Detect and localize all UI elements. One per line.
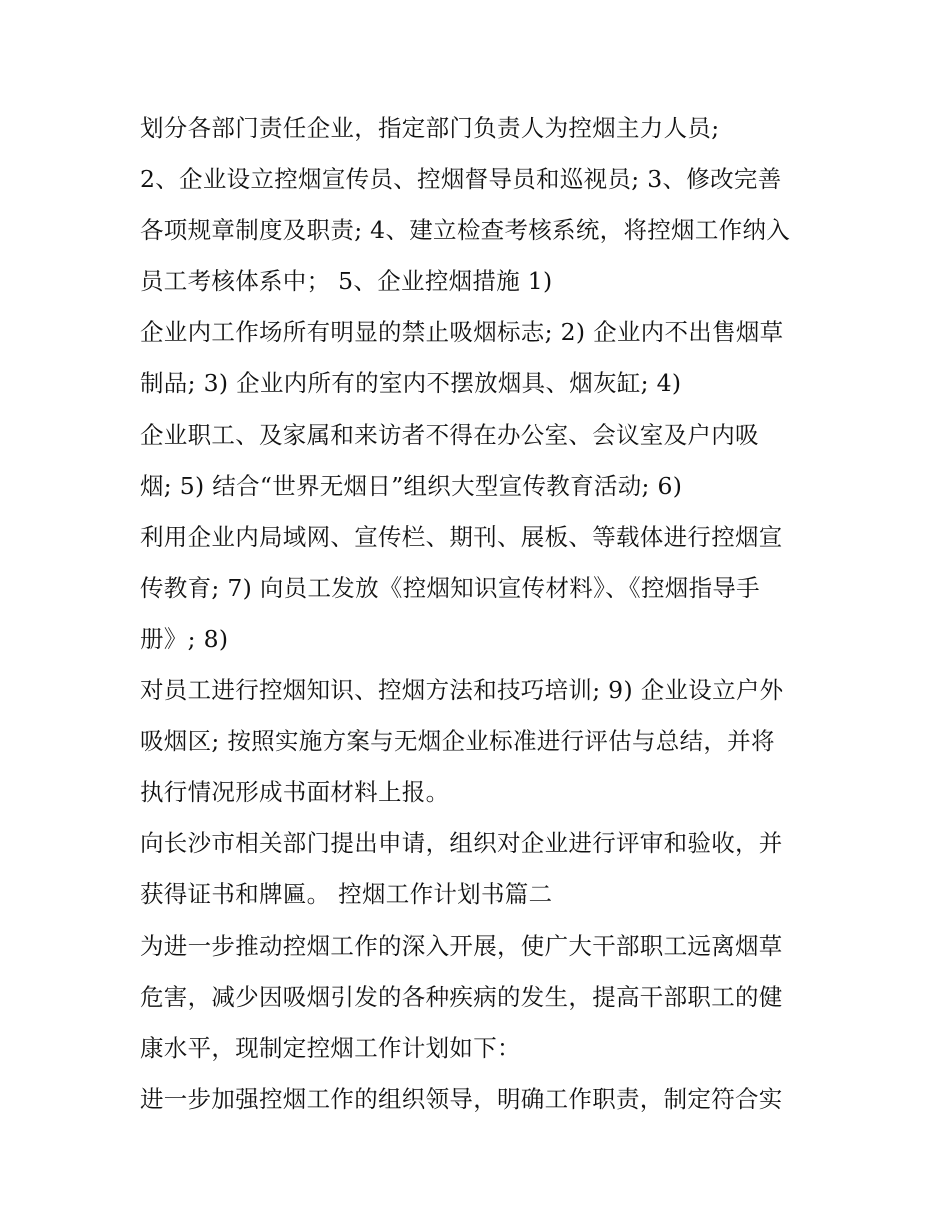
text-line: 2、企业设立控烟宣传员、控烟督导员和巡视员; 3、修改完善	[140, 165, 782, 194]
text-line: 传教育; 7) 向员工发放《控烟知识宣传材料》、《控烟指导手	[140, 573, 760, 602]
text-line: 向长沙市相关部门提出申请，组织对企业进行评审和验收，并	[140, 829, 783, 858]
text-line: 吸烟区; 按照实施方案与无烟企业标准进行评估与总结，并将	[140, 727, 775, 756]
text-line: 员工考核体系中； 5、企业控烟措施 1)	[140, 267, 553, 296]
text-line: 烟; 5) 结合“世界无烟日”组织大型宣传教育活动; 6)	[140, 471, 683, 500]
text-line: 各项规章制度及职责; 4、建立检查考核系统，将控烟工作纳入	[140, 216, 791, 245]
text-line: 企业职工、及家属和来访者不得在办公室、会议室及户内吸	[140, 420, 759, 449]
document-body	[140, 103, 830, 1125]
text-line: 危害，减少因吸烟引发的各种疾病的发生，提高干部职工的健	[140, 982, 783, 1011]
text-line: 为进一步推动控烟工作的深入开展，使广大干部职工远离烟草	[140, 931, 783, 960]
text-line: 康水平，现制定控烟工作计划如下：	[140, 1033, 521, 1062]
text-line: 册》; 8)	[140, 624, 229, 653]
text-line: 对员工进行控烟知识、控烟方法和技巧培训; 9) 企业设立户外	[140, 676, 784, 705]
text-line: 制品; 3) 企业内所有的室内不摆放烟具、烟灰缸; 4)	[140, 369, 682, 398]
text-line: 执行情况形成书面材料上报。	[140, 778, 450, 807]
text-line: 进一步加强控烟工作的组织领导，明确工作职责，制定符合实	[140, 1084, 783, 1113]
text-line: 划分各部门责任企业，指定部门负责人为控烟主力人员;	[140, 114, 720, 142]
text-line: 企业内工作场所有明显的禁止吸烟标志; 2) 企业内不出售烟草	[140, 318, 784, 347]
text-line: 利用企业内局域网、宣传栏、期刊、展板、等载体进行控烟宣	[140, 522, 783, 551]
text-line: 获得证书和牌匾。 控烟工作计划书篇二	[140, 880, 553, 909]
